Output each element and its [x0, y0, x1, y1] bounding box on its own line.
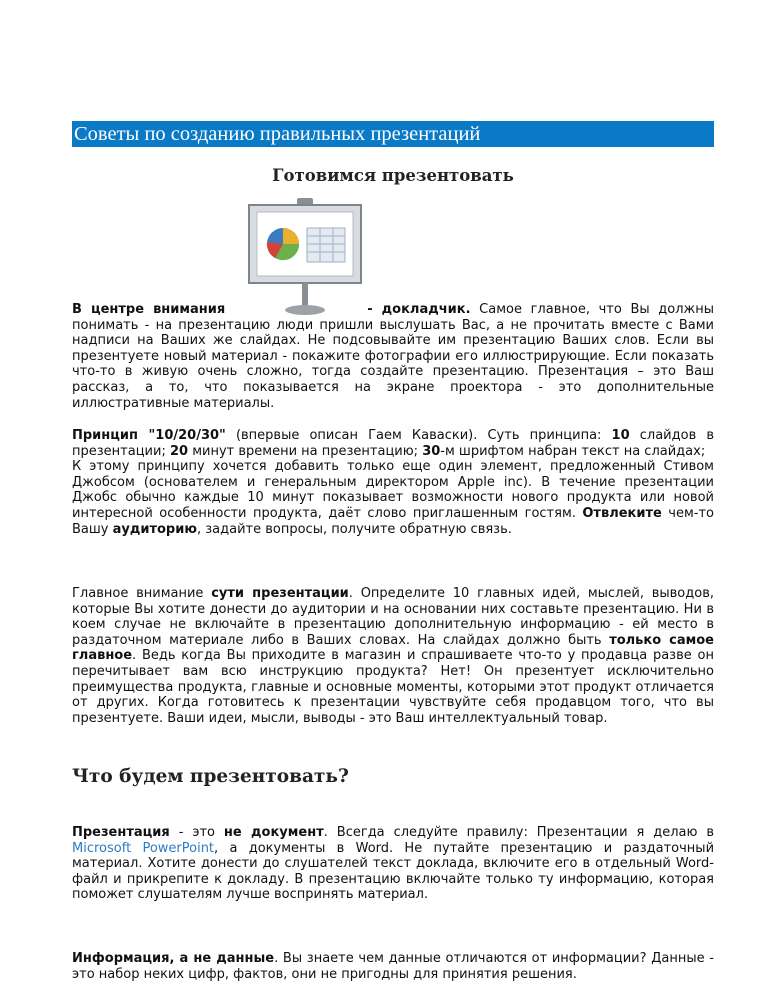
p4-bold1: Презентация [72, 825, 170, 840]
p4-bold2: не документ [223, 825, 324, 840]
p2-text4: -м шрифтом набран текст на слайдах; [440, 443, 706, 459]
p4-text2: . Всегда следуйте правилу: Презентации я делаю в [323, 825, 715, 840]
p3-text2: . Определите 10 главных идей, мыслей, выводов, которые Вы хотите донести до аудитории и на основании них составьте презентацию. Ни в коем случае не включайте в презентацию дополнительную информацию - ей место в раздаточном материале либо в Ваших словах. На слайдах должно быть [72, 586, 714, 648]
p1-lead-bold: В центре внимания [72, 302, 226, 317]
p1-text: Самое главное, что Вы должны понимать - на презентацию люди пришли выслушать Вас, а не прочитать вместе с Вами надписи на Ваших же слайдах. Не подсовывайте им презентацию Ваших слов. Если вы презентуете новый материал - покажите фотографии его иллюстрирующие. Если показать что-то в живую очень сложно, тогда создайте презентацию. Презентация – это Ваш рассказ, а то, что показывается на экране проектора - это дополнительные иллюстративные материалы. [72, 302, 714, 411]
p1-bold2: - докладчик. [367, 302, 471, 317]
p2-text1: (впервые описан Гаем Каваски). Суть принципа: [225, 428, 612, 443]
paragraph-essence [72, 586, 714, 726]
p2-bold-10: 10 [611, 428, 630, 443]
p2-bold-audience: аудиторию [112, 521, 197, 537]
p2-bold-distract: Отвлеките [582, 505, 662, 521]
p3-text3: . Ведь когда Вы приходите в магазин и спрашиваете что-то у продавца разве он перечитывает вам всю инструкцию продукта? Нет! Он презентует исключительно преимущества продукта, главные и основные моменты, которыми этот продукт отличается от других. Когда готовитесь к презентации чувствуйте себя продавцом того, что вы презентуете. Ваши идеи, мысли, выводы - это Ваш интеллектуальный товар. [72, 648, 714, 726]
p2-text6: чем-то Вашу [72, 505, 714, 537]
p2-bold1: Принцип "10/20/30" [72, 428, 226, 443]
powerpoint-link[interactable]: Microsoft PowerPoint [72, 840, 215, 856]
p2-bold-20: 20 [169, 443, 189, 459]
paragraph-not-document [72, 825, 714, 903]
section-heading-what: Что будем презентовать? [72, 766, 349, 787]
p4-text1: - это [169, 825, 224, 840]
paragraph-principle [72, 428, 714, 537]
p3-bold1: сути презентации [211, 586, 349, 601]
p5-text1: . Вы знаете чем данные отличаются от информации? Данные - это набор неких цифр, фактов, они не пригодны для принятия решения. [72, 951, 714, 982]
paragraph-speaker [72, 302, 714, 411]
p2-text2: слайдов в презентации; [72, 428, 714, 459]
p3-bold2: только самое главное [72, 632, 714, 664]
p2-text7: , задайте вопросы, получите обратную связь. [196, 521, 512, 537]
p3-text1: Главное внимание [72, 586, 212, 601]
p2-bold-30: 30 [422, 443, 441, 459]
p2-text5: К этому принципу хочется добавить только еще один элемент, предложенный Стивом Джобсом (основателем и генеральным директором Apple inc). В течение презентации Джобс обычно каждые 10 минут показывает возможности нового продукта или новой интересной особенности продукта, даёт слово приглашенным гостям. [72, 459, 714, 521]
paragraph-information [72, 951, 714, 982]
p4-text3: , а документы в Word. Не путайте презентацию и раздаточный материал. Хотите донести до слушателей текст доклада, включите его в отдельный Word-файл и прикрепите к докладу. В презентацию включайте только ту информацию, которая поможет слушателям лучше воспринять материал. [72, 840, 715, 903]
section-heading-prepare: Готовимся презентовать [272, 166, 514, 185]
banner-title: Советы по созданию правильных презентаций [72, 121, 714, 147]
projector-screen-icon [247, 196, 363, 318]
p5-bold1: Информация, а не данные [72, 951, 275, 966]
p2-text3: минут времени на презентацию; [188, 443, 423, 459]
